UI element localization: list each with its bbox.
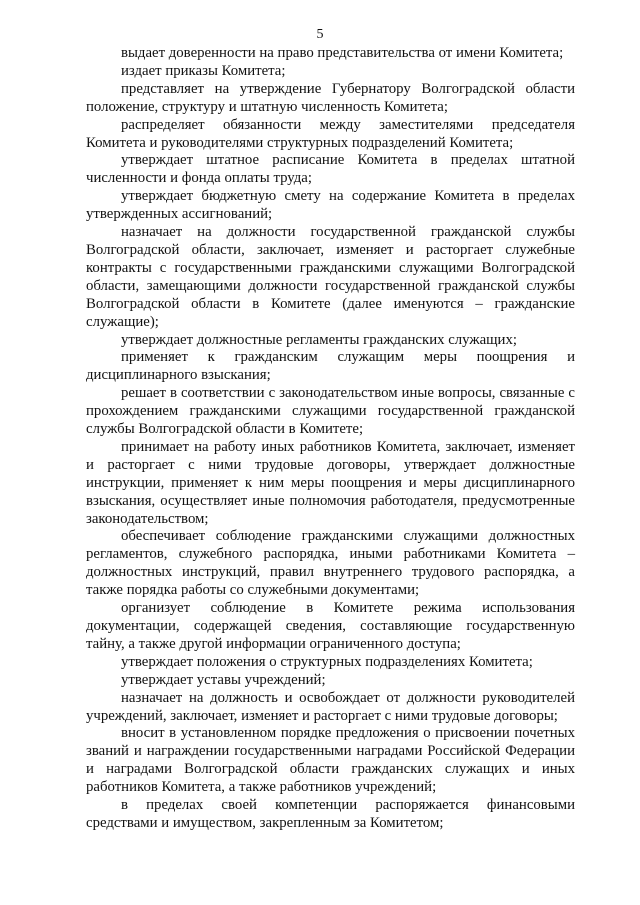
paragraph: утверждает должностные регламенты гражданских служащих; [121,331,517,348]
paragraph: обеспечивает соблюдение гражданскими служащими должностных регламентов, служебного распорядка, иными работниками Комитета – должностных инструкций, правил внутреннего трудового распорядка, а также порядка работы со служебными документами; [86,528,575,599]
document-body [86,45,575,833]
paragraph: утверждает штатное расписание Комитета в пределах штатной численности и фонда оплаты труда; [86,152,575,187]
paragraph: принимает на работу иных работников Комитета, заключает, изменяет и расторгает с ними трудовые договоры, утверждает должностные инструкции, применяет к ним меры поощрения и меры дисциплинарного взыскания, осуществляет иные полномочия работодателя, предусмотренные законодательством; [86,438,575,527]
paragraph: выдает доверенности на право представительства от имени Комитета; [121,45,564,61]
paragraph: применяет к гражданским служащим меры поощрения и дисциплинарного взыскания; [86,349,575,384]
paragraph: назначает на должность и освобождает от должности руководителей учреждений, заключает, изменяет и расторгает с ними трудовые договоры; [86,689,575,724]
paragraph: издает приказы Комитета; [121,62,286,79]
paragraph: решает в соответствии с законодательством иные вопросы, связанные с прохождением гражданскими служащими государственной гражданской службы Волгоградской области в Комитете; [86,385,575,438]
paragraph: в пределах своей компетенции распоряжается финансовыми средствами и имуществом, закрепленным за Комитетом; [86,797,575,831]
paragraph: утверждает уставы учреждений; [121,671,326,688]
paragraph: представляет на утверждение Губернатору Волгоградской области положение, структуру и штатную численность Комитета; [86,80,575,115]
paragraph: вносит в установленном порядке предложения о присвоении почетных званий и награждении государственными наградами Российской Федерации и наградами Волгоградской области гражданских служащих и иных работников Комитета, а также работников учреждений; [86,725,575,796]
paragraph: назначает на должности государственной гражданской службы Волгоградской области, заключает, изменяет и расторгает служебные контракты с государственными гражданскими служащими Волгоградской области, замещающими должности государственной гражданской службы Волгоградской области в Комитете (далее именуются – гражданские служащие); [86,224,575,330]
paragraph: утверждает бюджетную смету на содержание Комитета в пределах утвержденных ассигнований; [86,188,575,223]
paragraph: утверждает положения о структурных подразделениях Комитета; [121,653,533,670]
page-number: 5 [316,27,324,42]
paragraph: распределяет обязанности между заместителями председателя Комитета и руководителями структурных подразделений Комитета; [86,116,575,151]
paragraph: организует соблюдение в Комитете режима использования документации, содержащей сведения, составляющие государственную тайну, а также другой информации ограниченного доступа; [86,600,575,652]
